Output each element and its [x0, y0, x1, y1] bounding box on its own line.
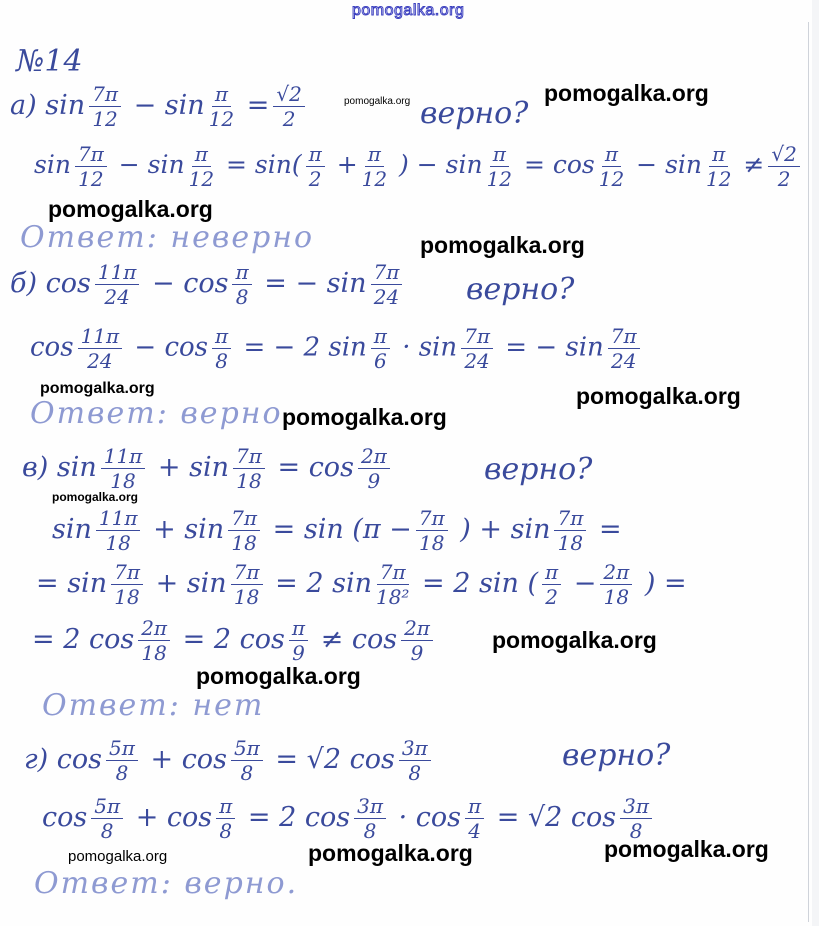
fraction-numerator: 11π — [101, 446, 146, 469]
fraction-numerator: 7π — [233, 446, 265, 469]
math-text: = cos — [523, 150, 595, 179]
fraction-denominator: 18 — [141, 641, 167, 665]
fraction-denominator: 2 — [545, 585, 558, 609]
fraction-denominator: 24 — [464, 349, 490, 373]
fraction-denominator: 18 — [557, 531, 584, 555]
math-text: = 2 cos — [182, 624, 285, 655]
fraction-numerator: 11π — [95, 262, 140, 285]
fraction-numerator: π — [490, 144, 509, 167]
math-text: − — [573, 568, 597, 599]
fraction-numerator: π — [371, 326, 390, 349]
task-number: №14 — [16, 44, 83, 79]
fraction — [416, 508, 448, 553]
math-text: + sin — [153, 514, 225, 545]
site-watermark-top: pomogalka.org — [352, 2, 465, 19]
fraction-numerator: 3π — [620, 796, 652, 819]
watermark: pomogalka.org — [544, 80, 709, 106]
fraction — [231, 562, 263, 607]
fraction-denominator: 18 — [114, 585, 140, 609]
fraction — [111, 562, 143, 607]
fraction-denominator: 24 — [87, 349, 113, 373]
math-text: = − 2 sin — [243, 332, 367, 363]
fraction — [306, 144, 325, 189]
fraction-denominator: 9 — [367, 469, 381, 493]
math-text: + — [336, 150, 358, 179]
fraction-denominator: 12 — [361, 167, 388, 191]
watermark: pomogalka.org — [48, 196, 213, 222]
math-text: cos — [30, 332, 74, 363]
fraction-numerator: 2π — [358, 446, 390, 469]
fraction-denominator: 24 — [610, 349, 637, 373]
part-v-answer: Ответ: нет — [42, 688, 265, 723]
fraction-denominator: 12 — [188, 167, 215, 191]
fraction — [768, 144, 799, 189]
fraction-numerator: 7π — [461, 326, 493, 349]
part-b-question: верно? — [466, 272, 575, 307]
watermark: pomogalka.org — [308, 840, 473, 866]
part-label: г) — [24, 744, 49, 775]
math-text: = sin (π − — [272, 514, 412, 545]
part-g-solution — [42, 796, 656, 841]
part-label: в) — [22, 452, 49, 483]
math-text: = 2 sin — [275, 568, 372, 599]
math-text: − cos — [152, 268, 229, 299]
fraction — [138, 618, 170, 663]
part-g-question: верно? — [562, 738, 671, 773]
fraction-denominator: 18 — [233, 585, 260, 609]
paper-margin — [812, 0, 819, 926]
math-text: sin — [56, 452, 97, 483]
fraction — [189, 144, 214, 189]
math-text: cos — [42, 802, 88, 833]
fraction-denominator: 18 — [110, 469, 136, 493]
fraction-denominator: 8 — [215, 349, 228, 373]
part-v-solution-2 — [36, 562, 687, 607]
math-text: − sin — [133, 90, 205, 121]
math-text: − sin — [118, 150, 185, 179]
fraction — [600, 562, 632, 607]
fraction — [371, 262, 403, 307]
fraction — [96, 508, 141, 553]
fraction-denominator: 12 — [706, 167, 732, 191]
fraction-denominator: 24 — [104, 285, 130, 309]
math-text: ≠ cos — [320, 624, 398, 655]
fraction-numerator: 7π — [75, 144, 107, 167]
math-text: sin — [52, 514, 92, 545]
fraction-numerator: 7π — [111, 562, 143, 585]
fraction-numerator: 7π — [416, 508, 448, 531]
part-a-question: верно? — [420, 96, 529, 131]
watermark: pomogalka.org — [604, 836, 769, 862]
part-a-answer: Ответ: неверно — [20, 220, 315, 255]
fraction-denominator: 12 — [78, 167, 104, 191]
fraction-numerator: 7π — [554, 508, 586, 531]
fraction — [228, 508, 260, 553]
part-g-claim — [24, 738, 435, 783]
fraction-denominator: 2 — [777, 167, 791, 191]
math-text: − cos — [134, 332, 209, 363]
math-text: + sin — [155, 568, 227, 599]
math-text: = 2 cos — [32, 624, 135, 655]
fraction — [487, 144, 512, 189]
part-v-claim — [22, 446, 394, 491]
fraction-numerator: π — [192, 144, 211, 167]
fraction-numerator: π — [289, 618, 308, 641]
watermark: pomogalka.org — [344, 96, 411, 107]
fraction — [358, 446, 390, 491]
fraction-numerator: 2π — [401, 618, 433, 641]
math-text: = — [598, 514, 622, 545]
fraction — [608, 326, 640, 371]
fraction — [78, 326, 123, 371]
part-label: а) — [10, 90, 37, 121]
fraction — [401, 618, 433, 663]
fraction-denominator: 2 — [282, 107, 296, 131]
fraction-numerator: 3π — [399, 738, 431, 761]
math-text: = sin( — [226, 150, 302, 179]
fraction-numerator: 5π — [231, 738, 263, 761]
fraction-numerator: 11π — [78, 326, 123, 349]
watermark: pomogalka.org — [282, 404, 447, 430]
math-text: = √2 cos — [275, 744, 395, 775]
fraction-denominator: 8 — [219, 819, 233, 843]
fraction — [289, 618, 308, 663]
part-g-answer: Ответ: верно. — [34, 866, 299, 901]
fraction-numerator: π — [212, 84, 231, 107]
fraction-denominator: 18² — [375, 585, 410, 609]
part-v-solution-1 — [52, 508, 622, 553]
watermark: pomogalka.org — [196, 663, 361, 689]
fraction — [465, 796, 484, 841]
fraction-denominator: 12 — [486, 167, 513, 191]
fraction-numerator: π — [212, 326, 231, 349]
part-a-claim — [10, 84, 309, 129]
fraction — [376, 562, 409, 607]
fraction-denominator: 8 — [100, 819, 114, 843]
fraction-numerator: 7π — [228, 508, 260, 531]
fraction-denominator: 12 — [208, 107, 235, 131]
fraction — [399, 738, 431, 783]
math-text: + cos — [135, 802, 213, 833]
part-label: б) — [10, 268, 38, 299]
watermark: pomogalka.org — [40, 380, 155, 397]
math-text: ≠ — [743, 150, 765, 179]
math-text: = 2 sin ( — [422, 568, 539, 599]
fraction — [371, 326, 390, 371]
math-text: ) − sin — [399, 150, 483, 179]
fraction — [354, 796, 386, 841]
math-text: · cos — [398, 802, 461, 833]
fraction-numerator: √2 — [273, 84, 304, 107]
fraction-denominator: 12 — [92, 107, 118, 131]
fraction — [232, 262, 251, 307]
math-text: = — [246, 90, 270, 121]
fraction-denominator: 2 — [308, 167, 322, 191]
math-text: sin — [34, 150, 71, 179]
watermark: pomogalka.org — [52, 490, 139, 504]
fraction — [620, 796, 652, 841]
fraction-numerator: 2π — [138, 618, 170, 641]
fraction-numerator: 7π — [608, 326, 640, 349]
math-text: = − sin — [264, 268, 367, 299]
fraction-numerator: π — [306, 144, 325, 167]
fraction-denominator: 8 — [240, 761, 254, 785]
fraction-numerator: 7π — [377, 562, 409, 585]
fraction-denominator: 8 — [363, 819, 377, 843]
fraction-denominator: 18 — [419, 531, 445, 555]
fraction-numerator: 2π — [600, 562, 632, 585]
fraction — [599, 144, 624, 189]
fraction-denominator: 24 — [373, 285, 400, 309]
fraction-denominator: 9 — [410, 641, 424, 665]
watermark: pomogalka.org — [576, 383, 741, 409]
fraction-denominator: 9 — [292, 641, 305, 665]
fraction-denominator: 18 — [231, 531, 257, 555]
fraction-denominator: 8 — [235, 285, 249, 309]
part-v-solution-3 — [32, 618, 437, 663]
fraction-numerator: π — [602, 144, 621, 167]
fraction-numerator: π — [465, 796, 484, 819]
fraction — [101, 446, 146, 491]
math-text: cos — [56, 744, 103, 775]
fraction-numerator: π — [365, 144, 384, 167]
fraction — [91, 796, 123, 841]
fraction — [209, 84, 234, 129]
watermark: pomogalka.org — [492, 627, 657, 653]
part-b-claim — [10, 262, 406, 307]
fraction-numerator: π — [232, 262, 251, 285]
fraction — [554, 508, 586, 553]
fraction — [212, 326, 231, 371]
fraction-numerator: 7π — [89, 84, 121, 107]
fraction-denominator: 12 — [598, 167, 625, 191]
fraction-denominator: 8 — [408, 761, 422, 785]
fraction-numerator: π — [542, 562, 561, 585]
fraction — [542, 562, 561, 607]
watermark: pomogalka.org — [420, 232, 585, 258]
math-text: = √2 cos — [496, 802, 617, 833]
fraction — [461, 326, 493, 371]
fraction-numerator: 11π — [96, 508, 141, 531]
part-v-question: верно? — [484, 452, 593, 487]
fraction-denominator: 8 — [629, 819, 643, 843]
fraction-denominator: 6 — [373, 349, 387, 373]
fraction — [95, 262, 140, 307]
paper-edge — [808, 22, 809, 922]
math-text: = cos — [277, 452, 354, 483]
fraction — [75, 144, 107, 189]
fraction-numerator: π — [216, 796, 235, 819]
fraction — [89, 84, 121, 129]
part-b-solution — [30, 326, 644, 371]
fraction — [362, 144, 387, 189]
math-text: ) = — [644, 568, 687, 599]
math-text: = − sin — [505, 332, 604, 363]
math-text: + sin — [157, 452, 230, 483]
fraction-denominator: 8 — [115, 761, 129, 785]
math-text: ) + sin — [460, 514, 551, 545]
math-text: · sin — [402, 332, 458, 363]
part-a-solution — [34, 144, 804, 189]
fraction-numerator: π — [709, 144, 728, 167]
fraction-denominator: 18 — [236, 469, 262, 493]
fraction-denominator: 4 — [468, 819, 481, 843]
fraction-numerator: 5π — [91, 796, 123, 819]
math-text: + cos — [150, 744, 227, 775]
fraction-numerator: 7π — [231, 562, 263, 585]
fraction-numerator: √2 — [768, 144, 799, 167]
part-b-answer: Ответ: верно — [30, 396, 283, 431]
math-text: sin — [45, 90, 86, 121]
fraction-numerator: 5π — [106, 738, 138, 761]
math-text: = 2 cos — [247, 802, 351, 833]
fraction — [273, 84, 304, 129]
fraction — [216, 796, 235, 841]
watermark: pomogalka.org — [68, 848, 168, 865]
fraction-numerator: 7π — [371, 262, 403, 285]
math-text: cos — [45, 268, 91, 299]
fraction — [706, 144, 731, 189]
math-text: = sin — [36, 568, 108, 599]
fraction — [233, 446, 265, 491]
fraction — [106, 738, 138, 783]
fraction-denominator: 18 — [603, 585, 630, 609]
fraction-numerator: 3π — [354, 796, 386, 819]
fraction — [231, 738, 263, 783]
fraction-denominator: 18 — [105, 531, 131, 555]
math-text: − sin — [636, 150, 702, 179]
